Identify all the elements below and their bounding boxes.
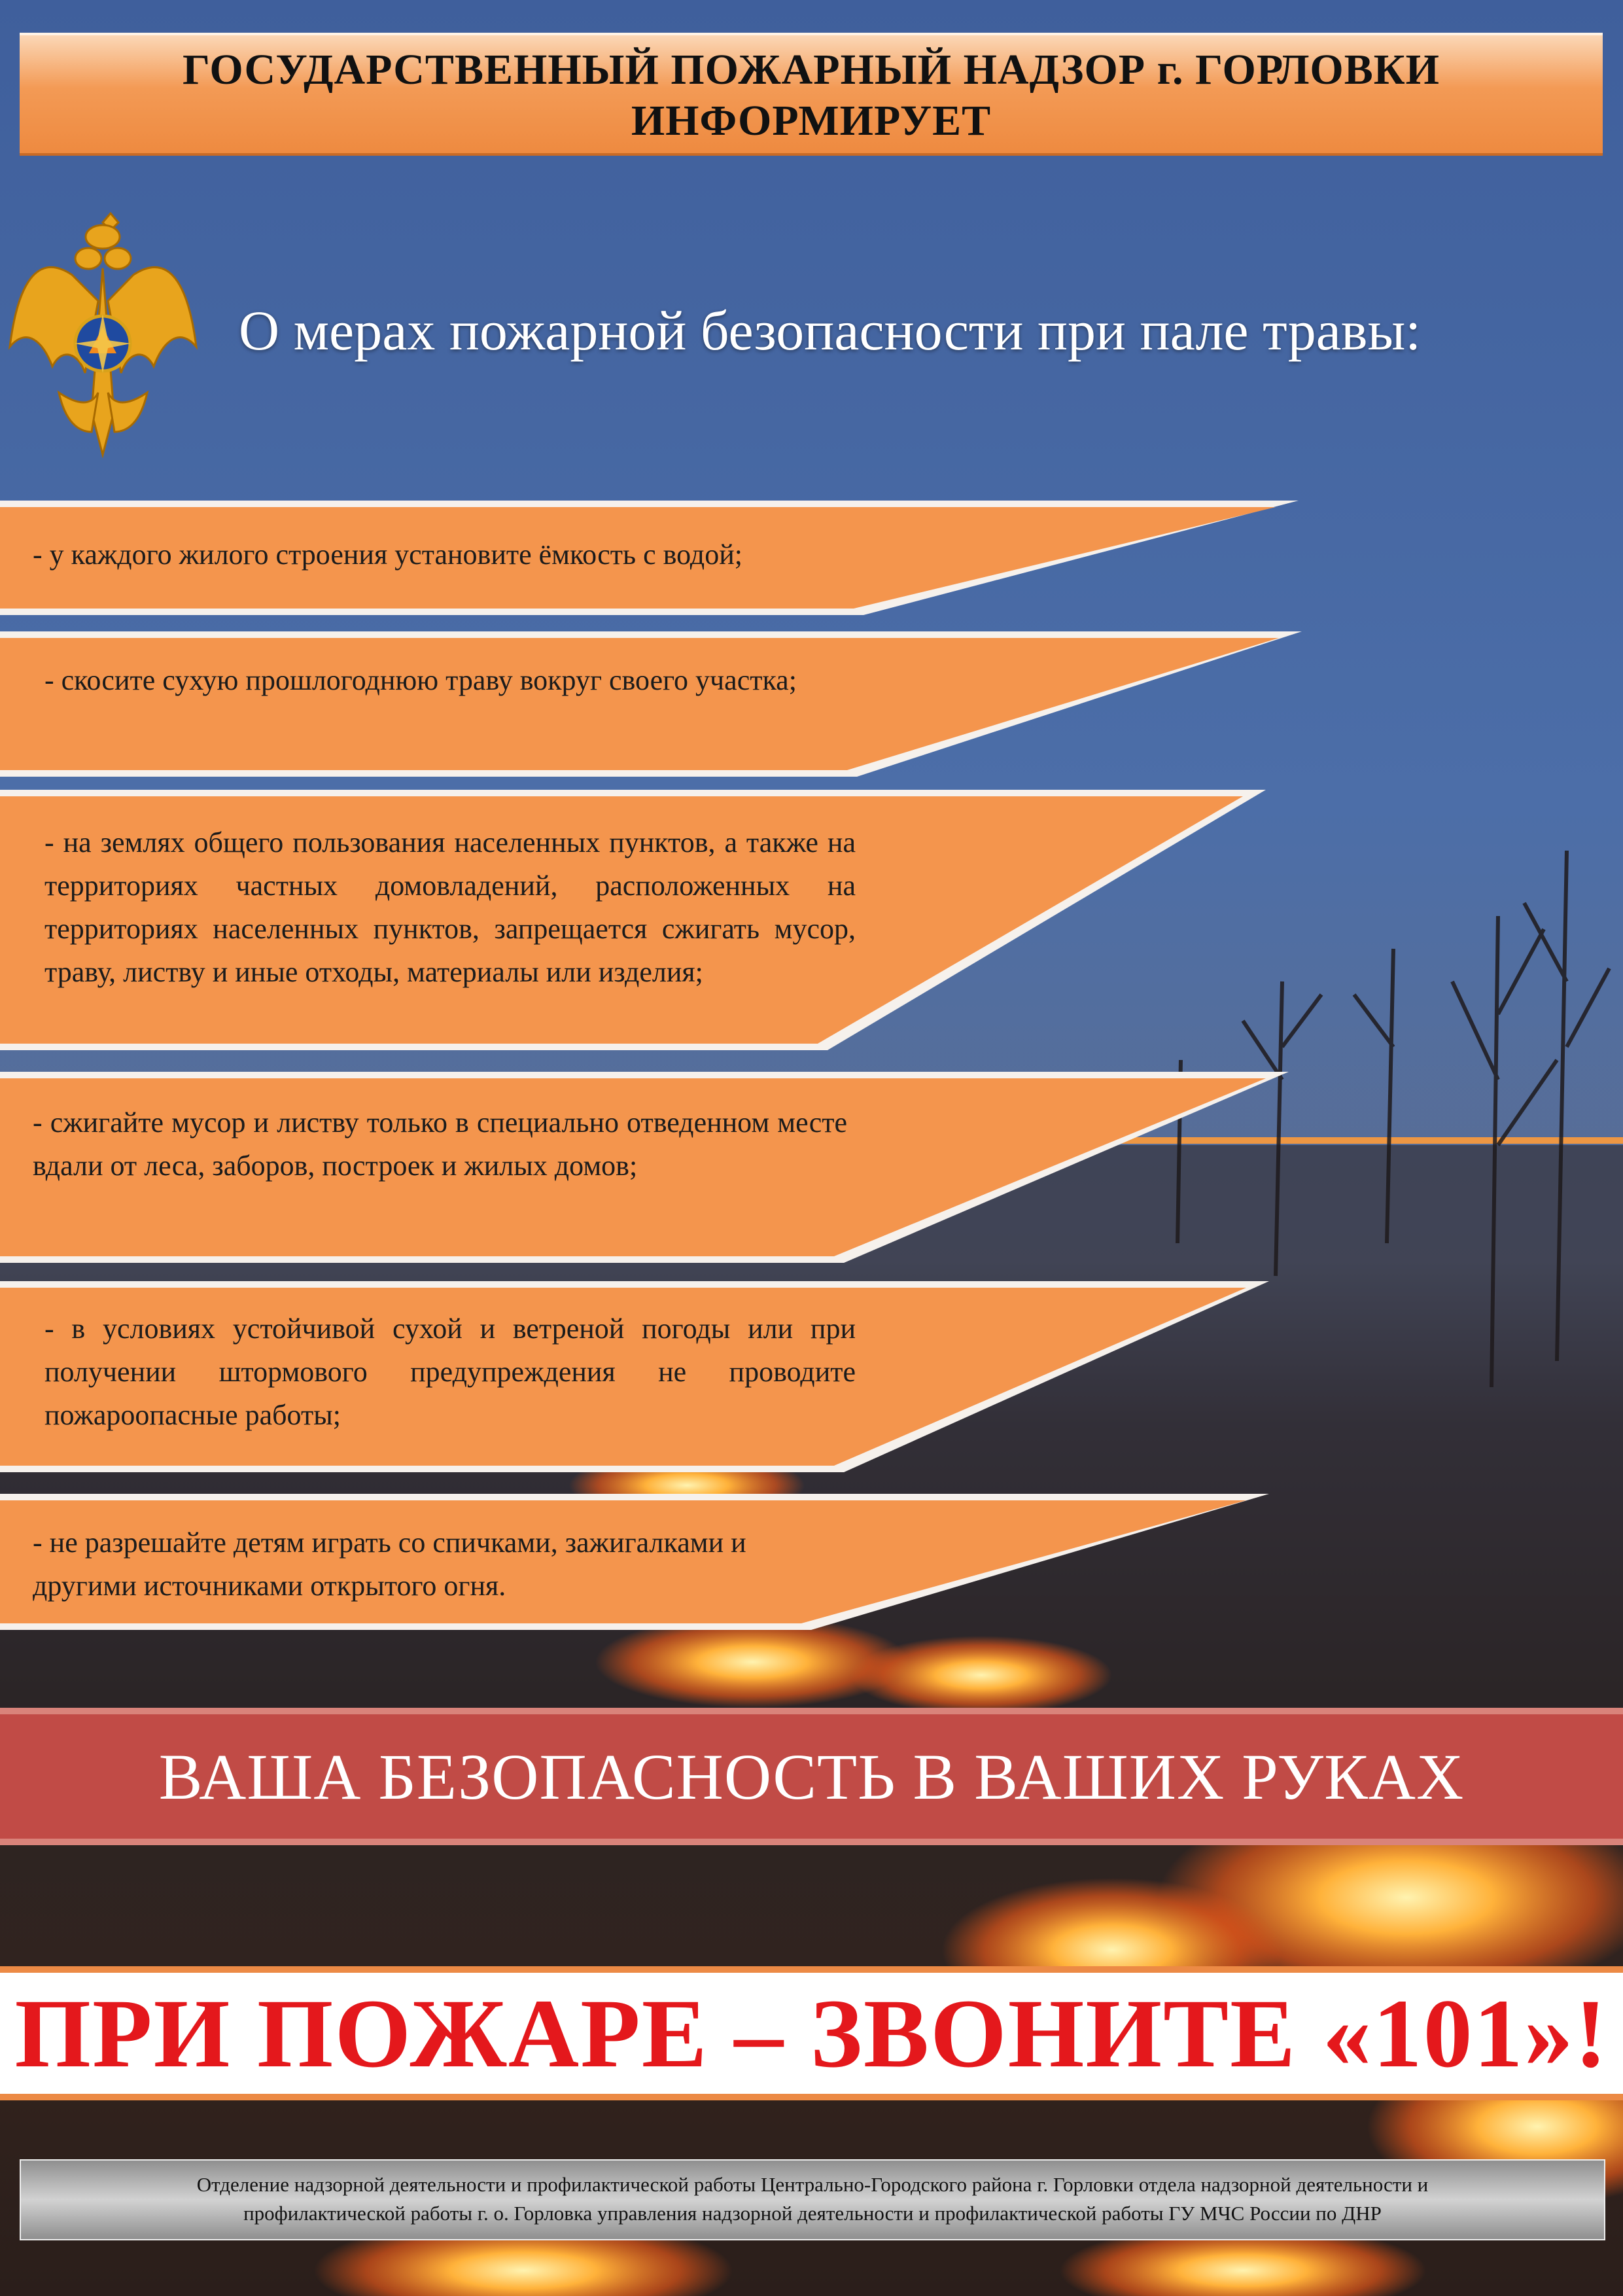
emergency-call-text: ПРИ ПОЖАРЕ – ЗВОНИТЕ «101»! (14, 1979, 1609, 2088)
measure-arrow-3 (0, 790, 1276, 1051)
footer-line-2: профилактической работы г. о. Горловка управления надзорной деятельности и профилактической работы ГУ МЧС России по ДНР (243, 2202, 1382, 2225)
measure-text-2: - скосите сухую прошлогоднюю траву вокруг своего участка; (44, 664, 797, 696)
measure-text-1: - у каждого жилого строения установите ёмкость с водой; (33, 539, 742, 571)
header-title-line-2: ИНФОРМИРУЕТ (631, 97, 992, 145)
measure-text-3: - на землях общего пользования населенных пунктов, а также на территориях частных домовладений, расположенных на территориях населенных пунктов, запрещается сжигать мусор, траву, листву и иные отходы, материалы или изделия; (44, 826, 856, 988)
measure-arrow-5 (0, 1281, 1276, 1474)
measure-arrow-6 (0, 1494, 1276, 1631)
footer-department-info (20, 2159, 1605, 2240)
emercom-eagle-emblem-icon (7, 196, 200, 458)
header-banner (20, 33, 1603, 156)
measure-arrow-1 (0, 501, 1308, 618)
measure-text-5: - в условиях устойчивой сухой и ветреной погоды или при получении штормового предупреждения не проводите пожароопасные работы; (44, 1313, 856, 1431)
measure-text-4: - сжигайте мусор и листву только в специально отведенном месте вдали от леса, заборов, построек и жилых домов; (33, 1106, 847, 1182)
footer-line-1: Отделение надзорной деятельности и профилактической работы Центрально-Городского района г. Горловки отдела надзорной деятельности и (196, 2173, 1429, 2196)
measure-arrow-4 (0, 1072, 1295, 1265)
measure-text-6: - не разрешайте детям играть со спичками, зажигалками и другими источниками открытого огня. (33, 1527, 746, 1602)
slogan-banner (0, 1708, 1623, 1845)
measure-arrow-2 (0, 631, 1308, 779)
subtitle: О мерах пожарной безопасности при пале травы: (239, 299, 1422, 362)
emergency-call-banner (0, 1966, 1623, 2100)
header-title-line-1: ГОСУДАРСТВЕННЫЙ ПОЖАРНЫЙ НАДЗОР г. ГОРЛОВКИ (183, 46, 1440, 94)
slogan-text: ВАША БЕЗОПАСНОСТЬ В ВАШИХ РУКАХ (158, 1740, 1465, 1813)
